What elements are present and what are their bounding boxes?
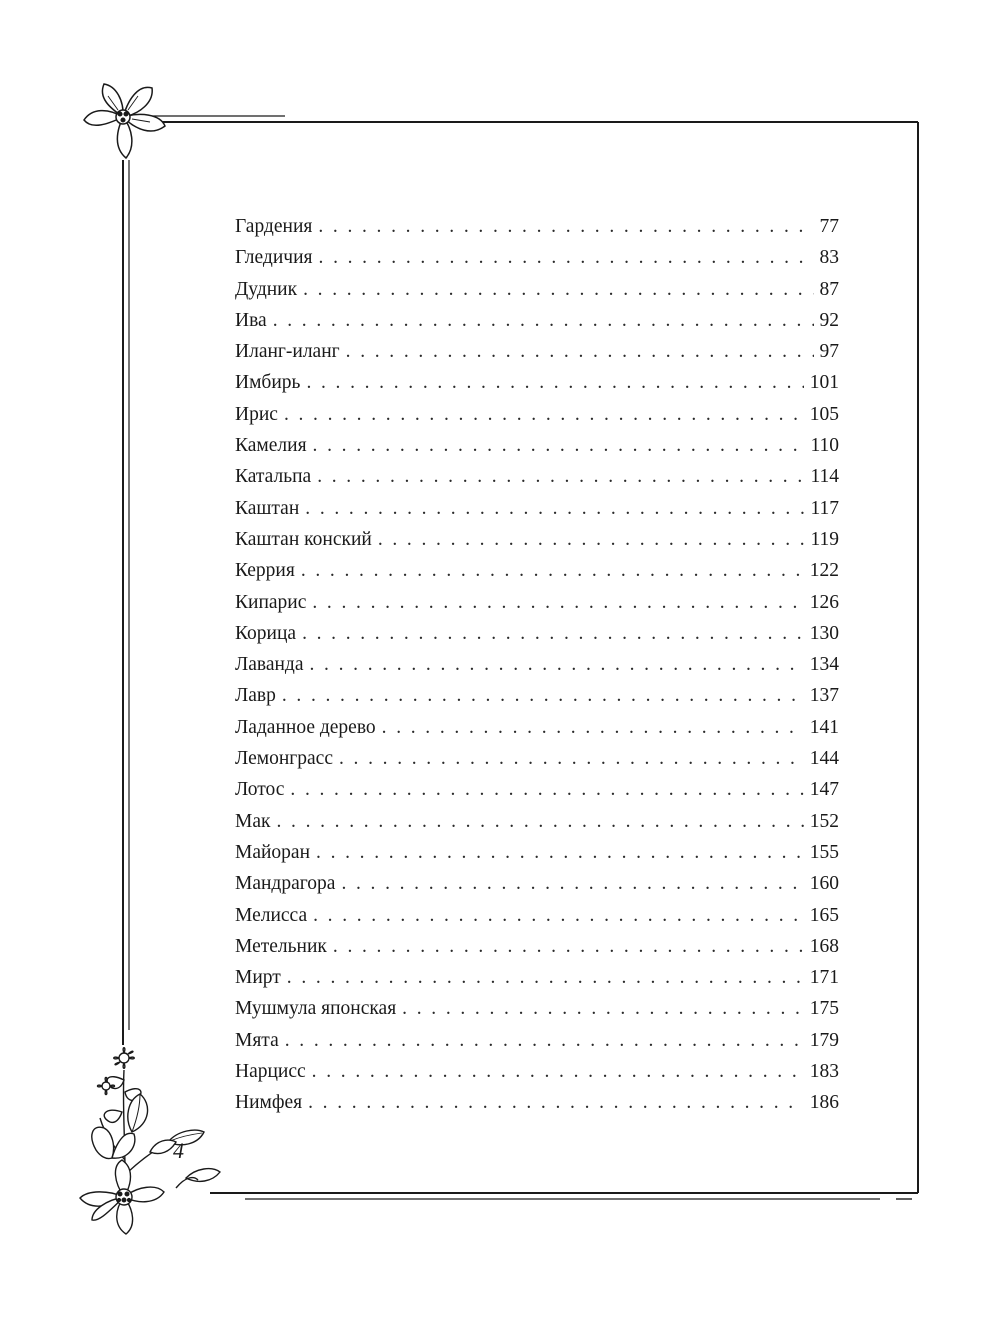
toc-entry-title: Иланг-иланг [235,341,340,363]
toc-entry-page: 87 [819,278,839,300]
toc-entry-page: 152 [809,810,839,832]
table-of-contents [235,216,839,1124]
toc-entry-page: 83 [819,247,839,269]
dot-leader [312,592,803,614]
toc-entry[interactable] [235,842,839,873]
toc-entry-title: Ирис [235,403,278,425]
toc-entry[interactable] [235,811,839,842]
toc-entry-title: Мирт [235,967,281,989]
toc-entry[interactable] [235,873,839,904]
toc-entry-title: Лавр [235,685,276,707]
dot-leader [282,685,804,707]
toc-entry[interactable] [235,779,839,810]
dot-leader [319,247,814,269]
toc-entry-title: Майоран [235,841,311,863]
dot-leader [310,654,804,676]
dot-leader [316,842,804,864]
toc-entry[interactable] [235,748,839,779]
toc-entry-title: Лотос [235,779,285,801]
toc-entry-title: Кипарис [235,591,307,613]
dot-leader [378,529,805,551]
toc-entry-page: 168 [809,935,839,957]
toc-entry[interactable] [235,435,839,466]
dot-leader [333,936,804,958]
toc-entry-page: 144 [809,748,839,770]
dot-leader [346,341,814,363]
dot-leader [301,560,804,582]
toc-entry[interactable] [235,717,839,748]
toc-entry-title: Корица [235,622,297,644]
toc-entry-page: 105 [809,403,839,425]
toc-entry-page: 130 [809,622,839,644]
toc-entry[interactable] [235,529,839,560]
dot-leader [302,623,804,645]
page-number: 4 [173,1138,184,1163]
dot-leader [313,905,804,927]
dot-leader [318,216,813,238]
dot-leader [284,404,804,426]
toc-entry[interactable] [235,998,839,1029]
dot-leader [273,310,814,332]
toc-entry-page: 77 [819,216,839,237]
toc-entry-page: 171 [809,967,839,989]
toc-entry-title: Имбирь [235,372,301,394]
toc-entry-page: 183 [809,1061,839,1083]
toc-entry-title: Катальпа [235,466,312,488]
toc-entry-page: 126 [809,591,839,613]
dot-leader [303,279,813,301]
toc-entry-title: Мята [235,1029,279,1051]
toc-entry-title: Каштан конский [235,528,372,550]
dot-leader [276,811,803,833]
toc-entry-title: Метельник [235,935,327,957]
toc-entry[interactable] [235,247,839,278]
dot-leader [313,435,805,457]
toc-entry-title: Лемонграсс [235,748,333,770]
toc-entry-page: 160 [809,873,839,895]
toc-entry[interactable] [235,216,839,247]
dot-leader [290,779,803,801]
toc-entry-title: Гардения [235,216,313,237]
toc-entry-page: 186 [809,1092,839,1114]
toc-entry-page: 134 [809,654,839,676]
toc-entry-title: Лаванда [235,654,304,676]
toc-entry-title: Каштан [235,497,300,519]
toc-entry[interactable] [235,341,839,372]
toc-entry-title: Гледичия [235,247,313,269]
dot-leader [308,1092,804,1114]
toc-entry[interactable] [235,560,839,591]
toc-entry[interactable] [235,310,839,341]
toc-entry[interactable] [235,623,839,654]
toc-entry-page: 92 [819,309,839,331]
toc-entry-page: 137 [809,685,839,707]
toc-entry[interactable] [235,685,839,716]
toc-entry-title: Мак [235,810,271,832]
dot-leader [305,498,804,520]
toc-entry[interactable] [235,279,839,310]
toc-entry-page: 101 [809,372,839,394]
dot-leader [382,717,804,739]
dot-leader [285,1030,804,1052]
toc-entry-page: 97 [819,341,839,363]
toc-entry[interactable] [235,936,839,967]
toc-entry[interactable] [235,1061,839,1092]
toc-entry-page: 110 [810,435,839,457]
toc-entry-title: Камелия [235,435,307,457]
toc-entry-title: Керрия [235,560,295,582]
dot-leader [312,1061,804,1083]
toc-entry-title: Нимфея [235,1092,303,1114]
toc-entry[interactable] [235,1030,839,1061]
toc-entry[interactable] [235,905,839,936]
toc-entry-title: Мелисса [235,904,308,926]
toc-entry-page: 122 [809,560,839,582]
toc-entry-page: 117 [810,497,839,519]
toc-entry[interactable] [235,1092,839,1123]
toc-entry-page: 165 [809,904,839,926]
toc-entry[interactable] [235,372,839,403]
dot-leader [402,998,804,1020]
toc-entry-page: 147 [809,779,839,801]
toc-entry[interactable] [235,592,839,623]
toc-entry-title: Ива [235,309,267,331]
toc-entry-page: 155 [809,841,839,863]
flower-icon [84,84,165,158]
dot-leader [306,372,803,394]
dot-leader [341,873,803,895]
toc-entry-page: 141 [809,716,839,738]
toc-entry[interactable] [235,654,839,685]
flower-bouquet-icon [80,1048,220,1234]
toc-entry-page: 119 [810,528,839,550]
toc-entry-title: Ладанное дерево [235,716,376,738]
toc-entry-page: 179 [809,1029,839,1051]
dot-leader [339,748,804,770]
toc-entry-title: Нарцисс [235,1061,306,1083]
toc-entry-title: Мушмула японская [235,998,397,1020]
toc-entry[interactable] [235,404,839,435]
dot-leader [287,967,804,989]
toc-entry[interactable] [235,967,839,998]
toc-entry-title: Дудник [235,278,298,300]
toc-entry-page: 114 [810,466,839,488]
dot-leader [317,466,804,488]
toc-entry-page: 175 [809,998,839,1020]
toc-entry-title: Мандрагора [235,873,336,895]
toc-entry[interactable] [235,466,839,497]
toc-entry[interactable] [235,498,839,529]
